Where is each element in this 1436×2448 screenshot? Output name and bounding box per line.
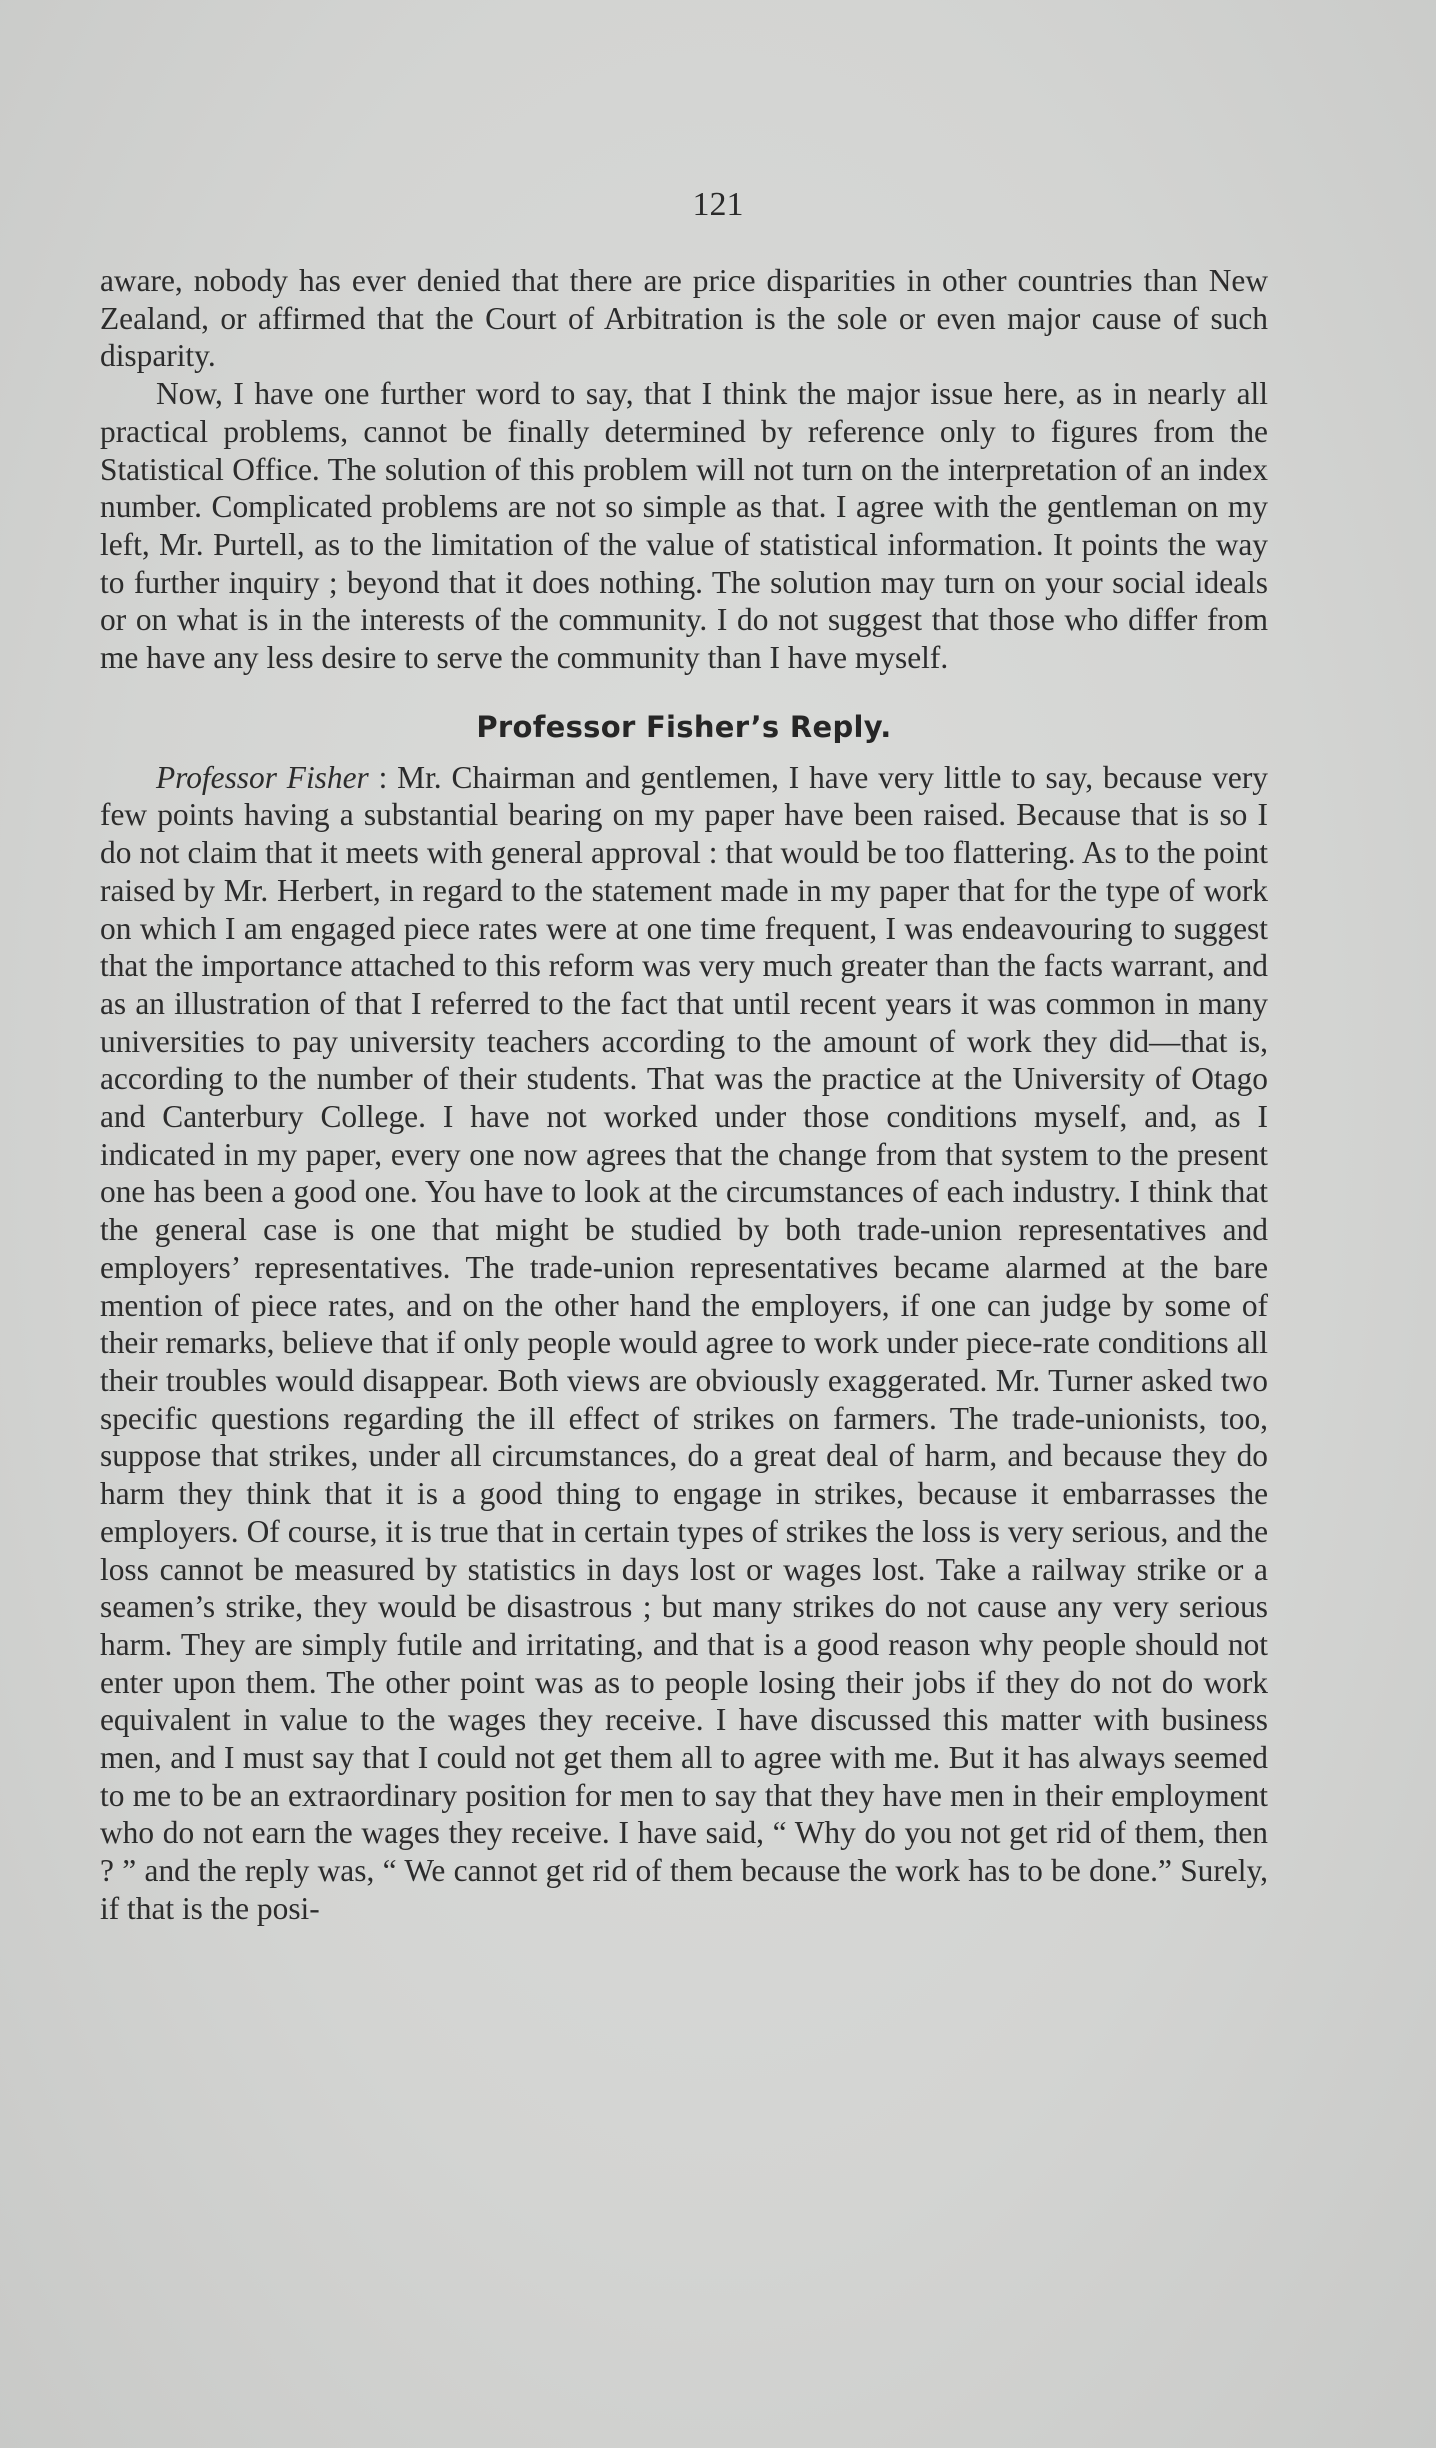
speaker-name: Professor Fisher: [156, 759, 369, 795]
paragraph-reply: [100, 759, 1268, 1928]
paragraph-continuation: aware, nobody has ever denied that there are price disparities in other countries than New Zealand, or affirmed that the Court of Arbitration is the sole or even major cause of such disparity.: [100, 263, 1268, 374]
section-heading: Professor Fisher’s Reply.: [476, 709, 892, 744]
page-number: 121: [692, 186, 744, 223]
paragraph-statistics: Now, I have one further word to say, that I think the major issue here, as in nearly all practical problems, cannot be finally determined by reference only to figures from the Statistical Office. The solution of this problem will not turn on the interpretation of an index number. Complicated problems are not so simple as that. I agree with the gentleman on my left, Mr. Purtell, as to the limitation of the value of statistical information. It points the way to further inquiry ; beyond that it does nothing. The solution may turn on your social ideals or on what is in the interests of the community. I do not suggest that those who differ from me have any less desire to serve the community than I have myself.: [100, 376, 1268, 676]
reply-text: Mr. Chairman and gentlemen, I have very little to say, because very few points having a substantial bearing on my paper have been raised. Because that is so I do not claim that it meets with general approval : that would be too flattering. As to the point raised by Mr. Herbert, in regard to the statement made in my paper that for the type of work on which I am engaged piece rates were at one time frequent, I was endeavouring to suggest that the importance attached to this reform was very much greater than the facts warrant, and as an illustration of that I referred to the fact that until recent years it was common in many universities to pay university teachers according to the amount of work they did—that is, according to the number of their students. That was the practice at the University of Otago and Canterbury College. I have not worked under those conditions myself, and, as I indicated in my paper, every one now agrees that the change from that system to the present one has been a good one. You have to look at the circumstances of each industry. I think that the general case is one that might be studied by both trade-union representatives and employers’ representatives. The trade-union representatives became alarmed at the bare mention of piece rates, and on the other hand the employers, if one can judge by some of their remarks, believe that if only people would agree to work under piece-rate conditions all their troubles would disappear. Both views are obviously exaggerated. Mr. Turner asked two specific questions regarding the ill effect of strikes on farmers. The trade-unionists, too, suppose that strikes, under all circumstances, do a great deal of harm, and because they do harm they think that it is a good thing to engage in strikes, because it embarrasses the employers. Of course, it is true that in certain types of strikes the loss is very serious, and the loss cannot be measured by statistics in days lost or wages lost. Take a railway strike or a seamen’s strike, they would be disastrous ; but many strikes do not cause any very serious harm. They are simply futile and irritating, and that is a good reason why people should not enter upon them. The other point was as to people losing their jobs if they do not do work equivalent in value to the wages they receive. I have discussed this matter with business men, and I must say that I could not get them all to agree with me. But it has always seemed to me to be an extraordinary position for men to say that they have men in their employment who do not earn the wages they receive. I have said, “ Why do you not get rid of them, then ? ” and the reply was, “ We cannot get rid of them because the work has to be done.” Surely, if that is the posi-: [100, 759, 1268, 1926]
speaker-punctuation: :: [368, 759, 398, 795]
page-body: [100, 262, 1268, 1928]
